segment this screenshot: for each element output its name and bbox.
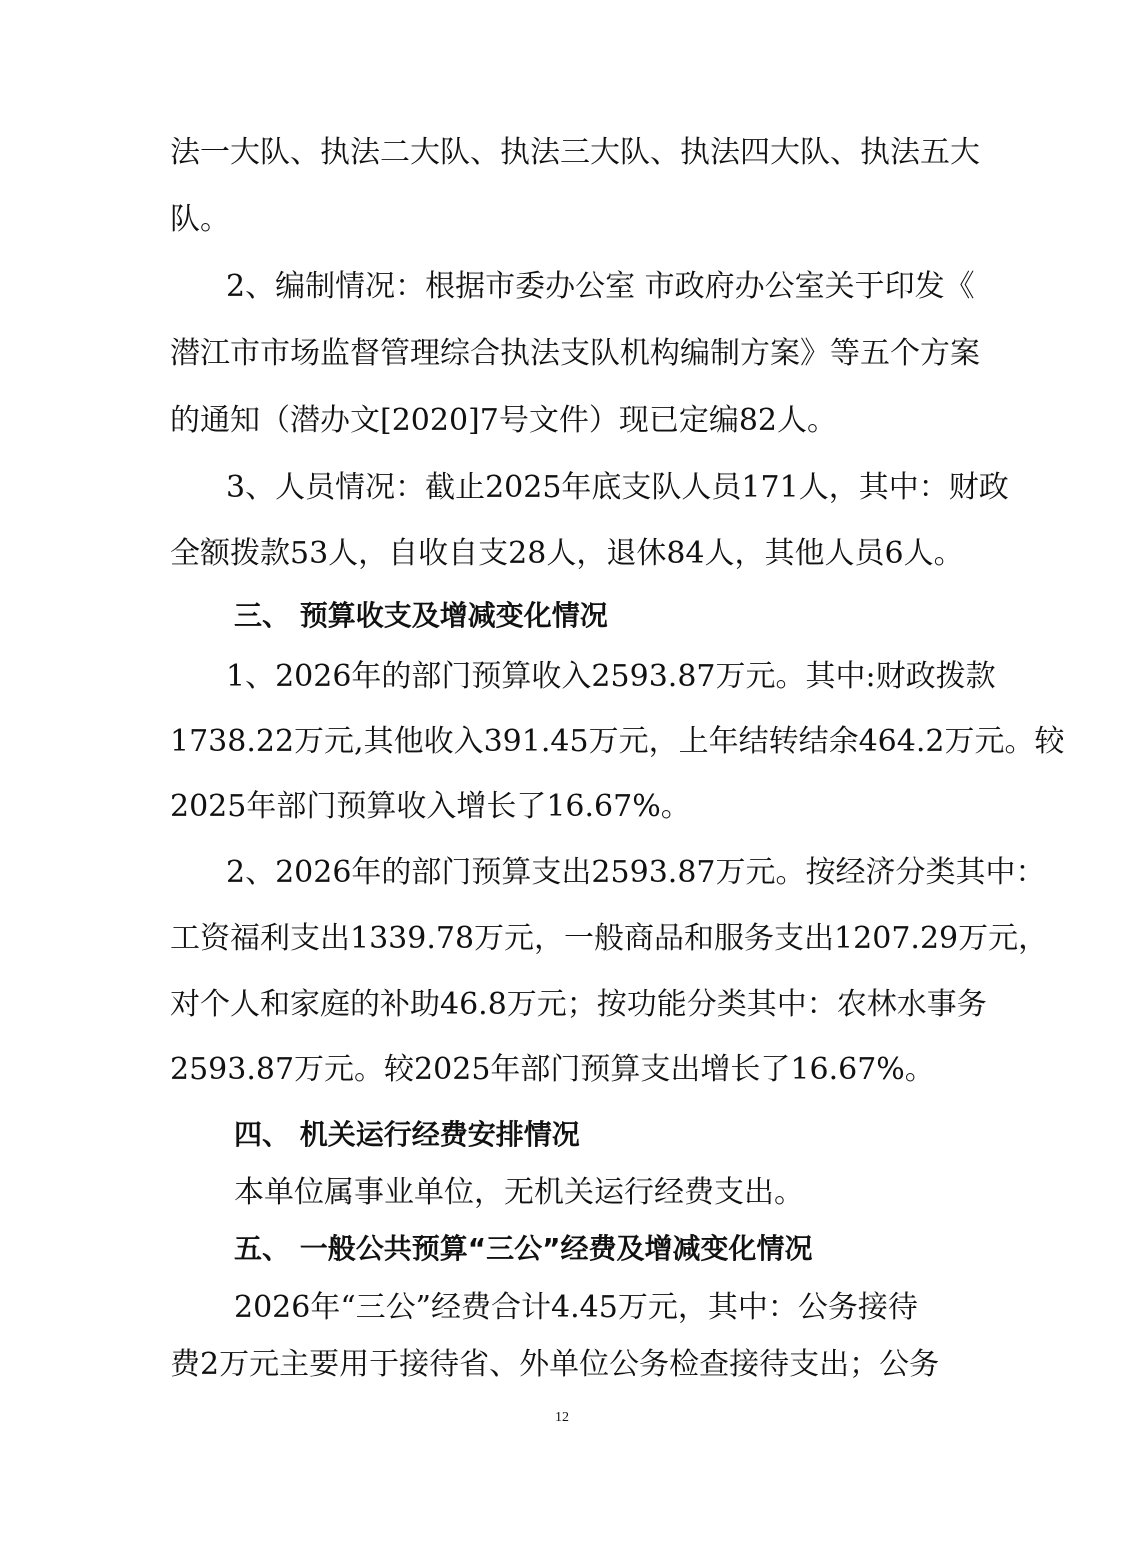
paragraph-line: 2、2026年的部门预算支出2593.87万元。按经济分类其中： <box>226 855 1046 890</box>
paragraph-line: 2026年“三公”经费合计4.45万元，其中：公务接待 <box>234 1290 918 1325</box>
paragraph-line: 3、人员情况：截止2025年底支队人员171人，其中：财政 <box>226 470 1009 505</box>
paragraph-line: 费2万元主要用于接待省、外单位公务检查接待支出；公务 <box>170 1347 940 1382</box>
paragraph-line: 2025年部门预算收入增长了16.67%。 <box>170 789 691 824</box>
paragraph-line: 的通知（潜办文[2020]7号文件）现已定编82人。 <box>170 403 838 438</box>
paragraph-line: 本单位属事业单位，无机关运行经费支出。 <box>234 1175 804 1210</box>
section-heading-4: 四、 机关运行经费安排情况 <box>234 1118 580 1151</box>
paragraph-line: 2、编制情况：根据市委办公室 市政府办公室关于印发《 <box>226 269 975 304</box>
paragraph-line: 法一大队、执法二大队、执法三大队、执法四大队、执法五大 <box>170 135 980 170</box>
paragraph-line: 1、2026年的部门预算收入2593.87万元。其中:财政拨款 <box>226 659 996 694</box>
paragraph-line: 队。 <box>170 202 230 237</box>
paragraph-line: 工资福利支出1339.78万元，一般商品和服务支出1207.29万元， <box>170 921 1049 956</box>
page-number: 12 <box>555 1410 569 1425</box>
section-heading-3: 三、 预算收支及增减变化情况 <box>234 599 608 632</box>
paragraph-line: 潜江市市场监督管理综合执法支队机构编制方案》等五个方案 <box>170 336 980 371</box>
paragraph-line: 全额拨款53人，自收自支28人，退休84人，其他人员6人。 <box>170 536 964 571</box>
paragraph-line: 对个人和家庭的补助46.8万元；按功能分类其中：农林水事务 <box>170 987 987 1022</box>
paragraph-line: 2593.87万元。较2025年部门预算支出增长了16.67%。 <box>170 1052 935 1087</box>
section-heading-5: 五、 一般公共预算“三公”经费及增减变化情况 <box>234 1232 813 1265</box>
paragraph-line: 1738.22万元,其他收入391.45万元，上年结转结余464.2万元。较 <box>170 724 1065 759</box>
